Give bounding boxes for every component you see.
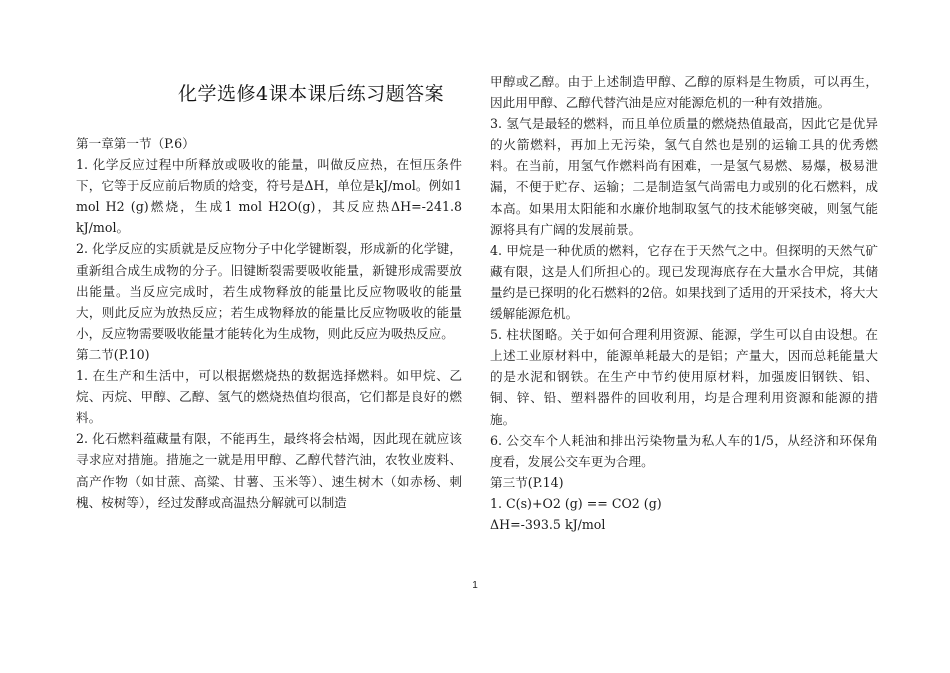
- section-heading: 第一章第一节（P.6）: [76, 136, 195, 151]
- paragraph: 6. 公交车个人耗油和排出污染物量为私人车的1/5，从经济和环保角度看，发展公交车更为合理。: [490, 432, 878, 469]
- section-heading: 第二节(P.10): [76, 346, 150, 362]
- equation-line: ΔH=-393.5 kJ/mol: [490, 516, 606, 532]
- right-column: [490, 71, 878, 535]
- paragraph: 2. 化学反应的实质就是反应物分子中化学键断裂，形成新的化学键，重新组合成生成物的分子。旧键断裂需要吸收能量，新键形成需要放出能量。当反应完成时，若生成物释放的能量比反应物吸收的能量大，则此反应为放热反应；若生成物释放的能量比反应物吸收的能量小，反应物需要吸收能量才能转化为生成物，则此反应为吸热反应。: [76, 241, 462, 341]
- equation-line: 1. C(s)+O2 (g) == CO2 (g): [490, 495, 662, 511]
- paragraph: 1. 在生产和生活中，可以根据燃烧热的数据选择燃料。如甲烷、乙烷、丙烷、甲醇、乙醇、氢气的燃烧热值均很高，它们都是良好的燃料。: [76, 368, 462, 426]
- paragraph: 5. 柱状图略。关于如何合理利用资源、能源，学生可以自由设想。在上述工业原材料中，能源单耗最大的是铝；产量大，因而总耗能量大的是水泥和钢铁。在生产中节约使用原材料，加强废旧钢铁、铝、铜、锌、铅、塑料器件的回收利用，均是合理利用资源和能源的措施。: [490, 327, 878, 427]
- paragraph: 4. 甲烷是一种优质的燃料，它存在于天然气之中。但探明的天然气矿藏有限，这是人们所担心的。现已发现海底存在大量水合甲烷，其储量约是已探明的化石燃料的2倍。如果找到了适用的开采技术，将大大缓解能源危机。: [490, 242, 878, 322]
- section-heading: 第三节(P.14): [490, 474, 564, 490]
- paragraph: 3. 氢气是最轻的燃料，而且单位质量的燃烧热值最高，因此它是优异的火箭燃料，再加上无污染，氢气自然也是别的运输工具的优秀燃料。在当前，用氢气作燃料尚有困难，一是氢气易燃、易爆，极易泄漏，不便于贮存、运输；二是制造氢气尚需电力或别的化石燃料，成本高。如果用太阳能和水廉价地制取氢气的技术能够突破，则氢气能源将具有广阔的发展前景。: [490, 116, 878, 237]
- left-column: [76, 133, 462, 513]
- page-number: 1: [472, 580, 478, 591]
- paragraph: 2. 化石燃料蕴藏量有限，不能再生，最终将会枯竭，因此现在就应该寻求应对措施。措施之一就是用甲醇、乙醇代替汽油，农牧业废料、高产作物（如甘蔗、高粱、甘薯、玉米等）、速生树木（如赤杨、刺槐、桉树等），经过发酵或高温热分解就可以制造: [76, 431, 462, 510]
- paragraph: 甲醇或乙醇。由于上述制造甲醇、乙醇的原料是生物质，可以再生，因此用甲醇、乙醇代替汽油是应对能源危机的一种有效措施。: [490, 74, 878, 111]
- document-title: 化学选修4课本课后练习题答案: [178, 83, 445, 105]
- paragraph: 1. 化学反应过程中所释放或吸收的能量，叫做反应热，在恒压条件下，它等于反应前后物质的焓变，符号是ΔH，单位是kJ/mol。例如1 mol H2 (g)燃烧，生成1 mol H2O(g)，其反应热ΔH=-241.8 kJ/mol。: [76, 157, 462, 236]
